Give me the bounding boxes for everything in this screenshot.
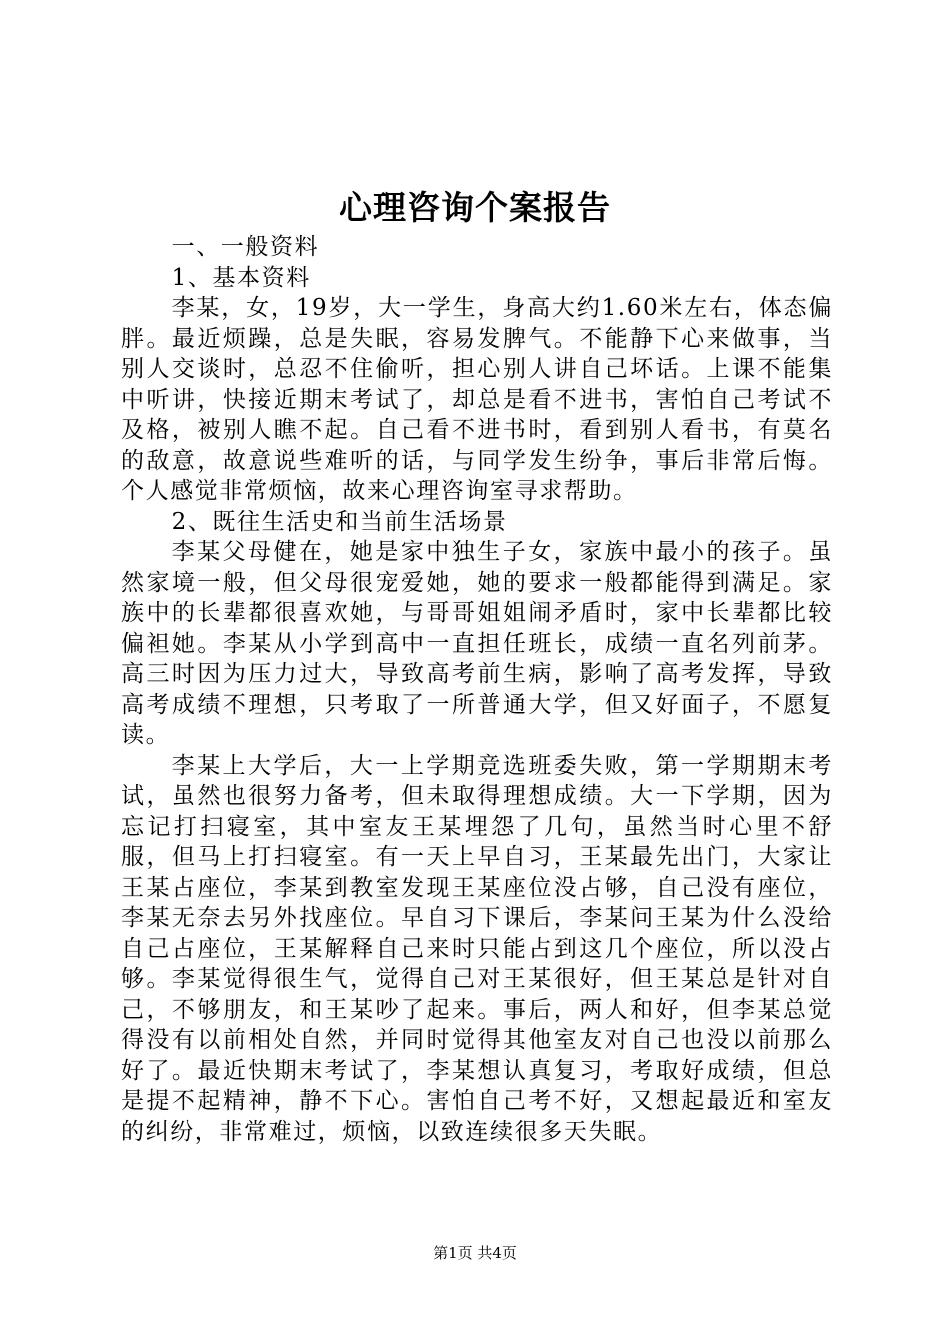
body-paragraph: 李某上大学后，大一上学期竞选班委失败，第一学期期末考试，虽然也很努力备考，但未取得理想成绩。大一下学期，因为忘记打扫寝室，其中室友王某埋怨了几句，虽然当时心里不舒服，但马上打扫寝室。有一天上早自习，王某最先出门，大家让王某占座位，李某到教室发现王某座位没占够，自己没有座位，李某无奈去另外找座位。早自习下课后，李某问王某为什么没给自己占座位，王某解释自己来时只能占到这几个座位，所以没占够。李某觉得很生气，觉得自己对王某很好，但王某总是针对自己，不够朋友，和王某吵了起来。事后，两人和好，但李某总觉得没有以前相处自然，并同时觉得其他室友对自己也没以前那么好了。最近快期末考试了，李某想认真复习，考取好成绩，但总是提不起精神，静不下心。害怕自己考不好，又想起最近和室友的纠纷，非常难过，烦恼，以致连续很多天失眠。 xyxy=(121,752,833,1145)
section-heading: 一、一般资料 xyxy=(171,234,320,260)
body-paragraph: 李某，女，19岁，大一学生，身高大约1.60米左右，体态偏胖。最近烦躁，总是失眠，容易发脾气。不能静下心来做事，当别人交谈时，总忍不住偷听，担心别人讲自己坏话。上课不能集中听讲，快接近期末考试了，却总是看不进书，害怕自己考试不及格，被别人瞧不起。自己看不进书时，看到别人看书，有莫名的敌意，故意说些难听的话，与同学发生纷争，事后非常后悔。个人感觉非常烦恼，故来心理咨询室寻求帮助。 xyxy=(121,295,833,504)
body-paragraph: 李某父母健在，她是家中独生子女，家族中最小的孩子。虽然家境一般，但父母很宠爱她，她的要求一般都能得到满足。家族中的长辈都很喜欢她，与哥哥姐姐闹矛盾时，家中长辈都比较偏袒她。李某从小学到高中一直担任班长，成绩一直名列前茅。高三时因为压力过大，导致高考前生病，影响了高考发挥，导致高考成绩不理想，只考取了一所普通大学，但又好面子，不愿复读。 xyxy=(121,539,833,748)
subsection-heading: 2、既往生活史和当前生活场景 xyxy=(171,508,508,535)
subsection-heading: 1、基本资料 xyxy=(171,264,311,291)
page-footer: 第1页 共4页 xyxy=(433,1244,517,1262)
document-body xyxy=(121,232,833,1147)
document-title: 心理咨询个案报告 xyxy=(339,188,611,227)
